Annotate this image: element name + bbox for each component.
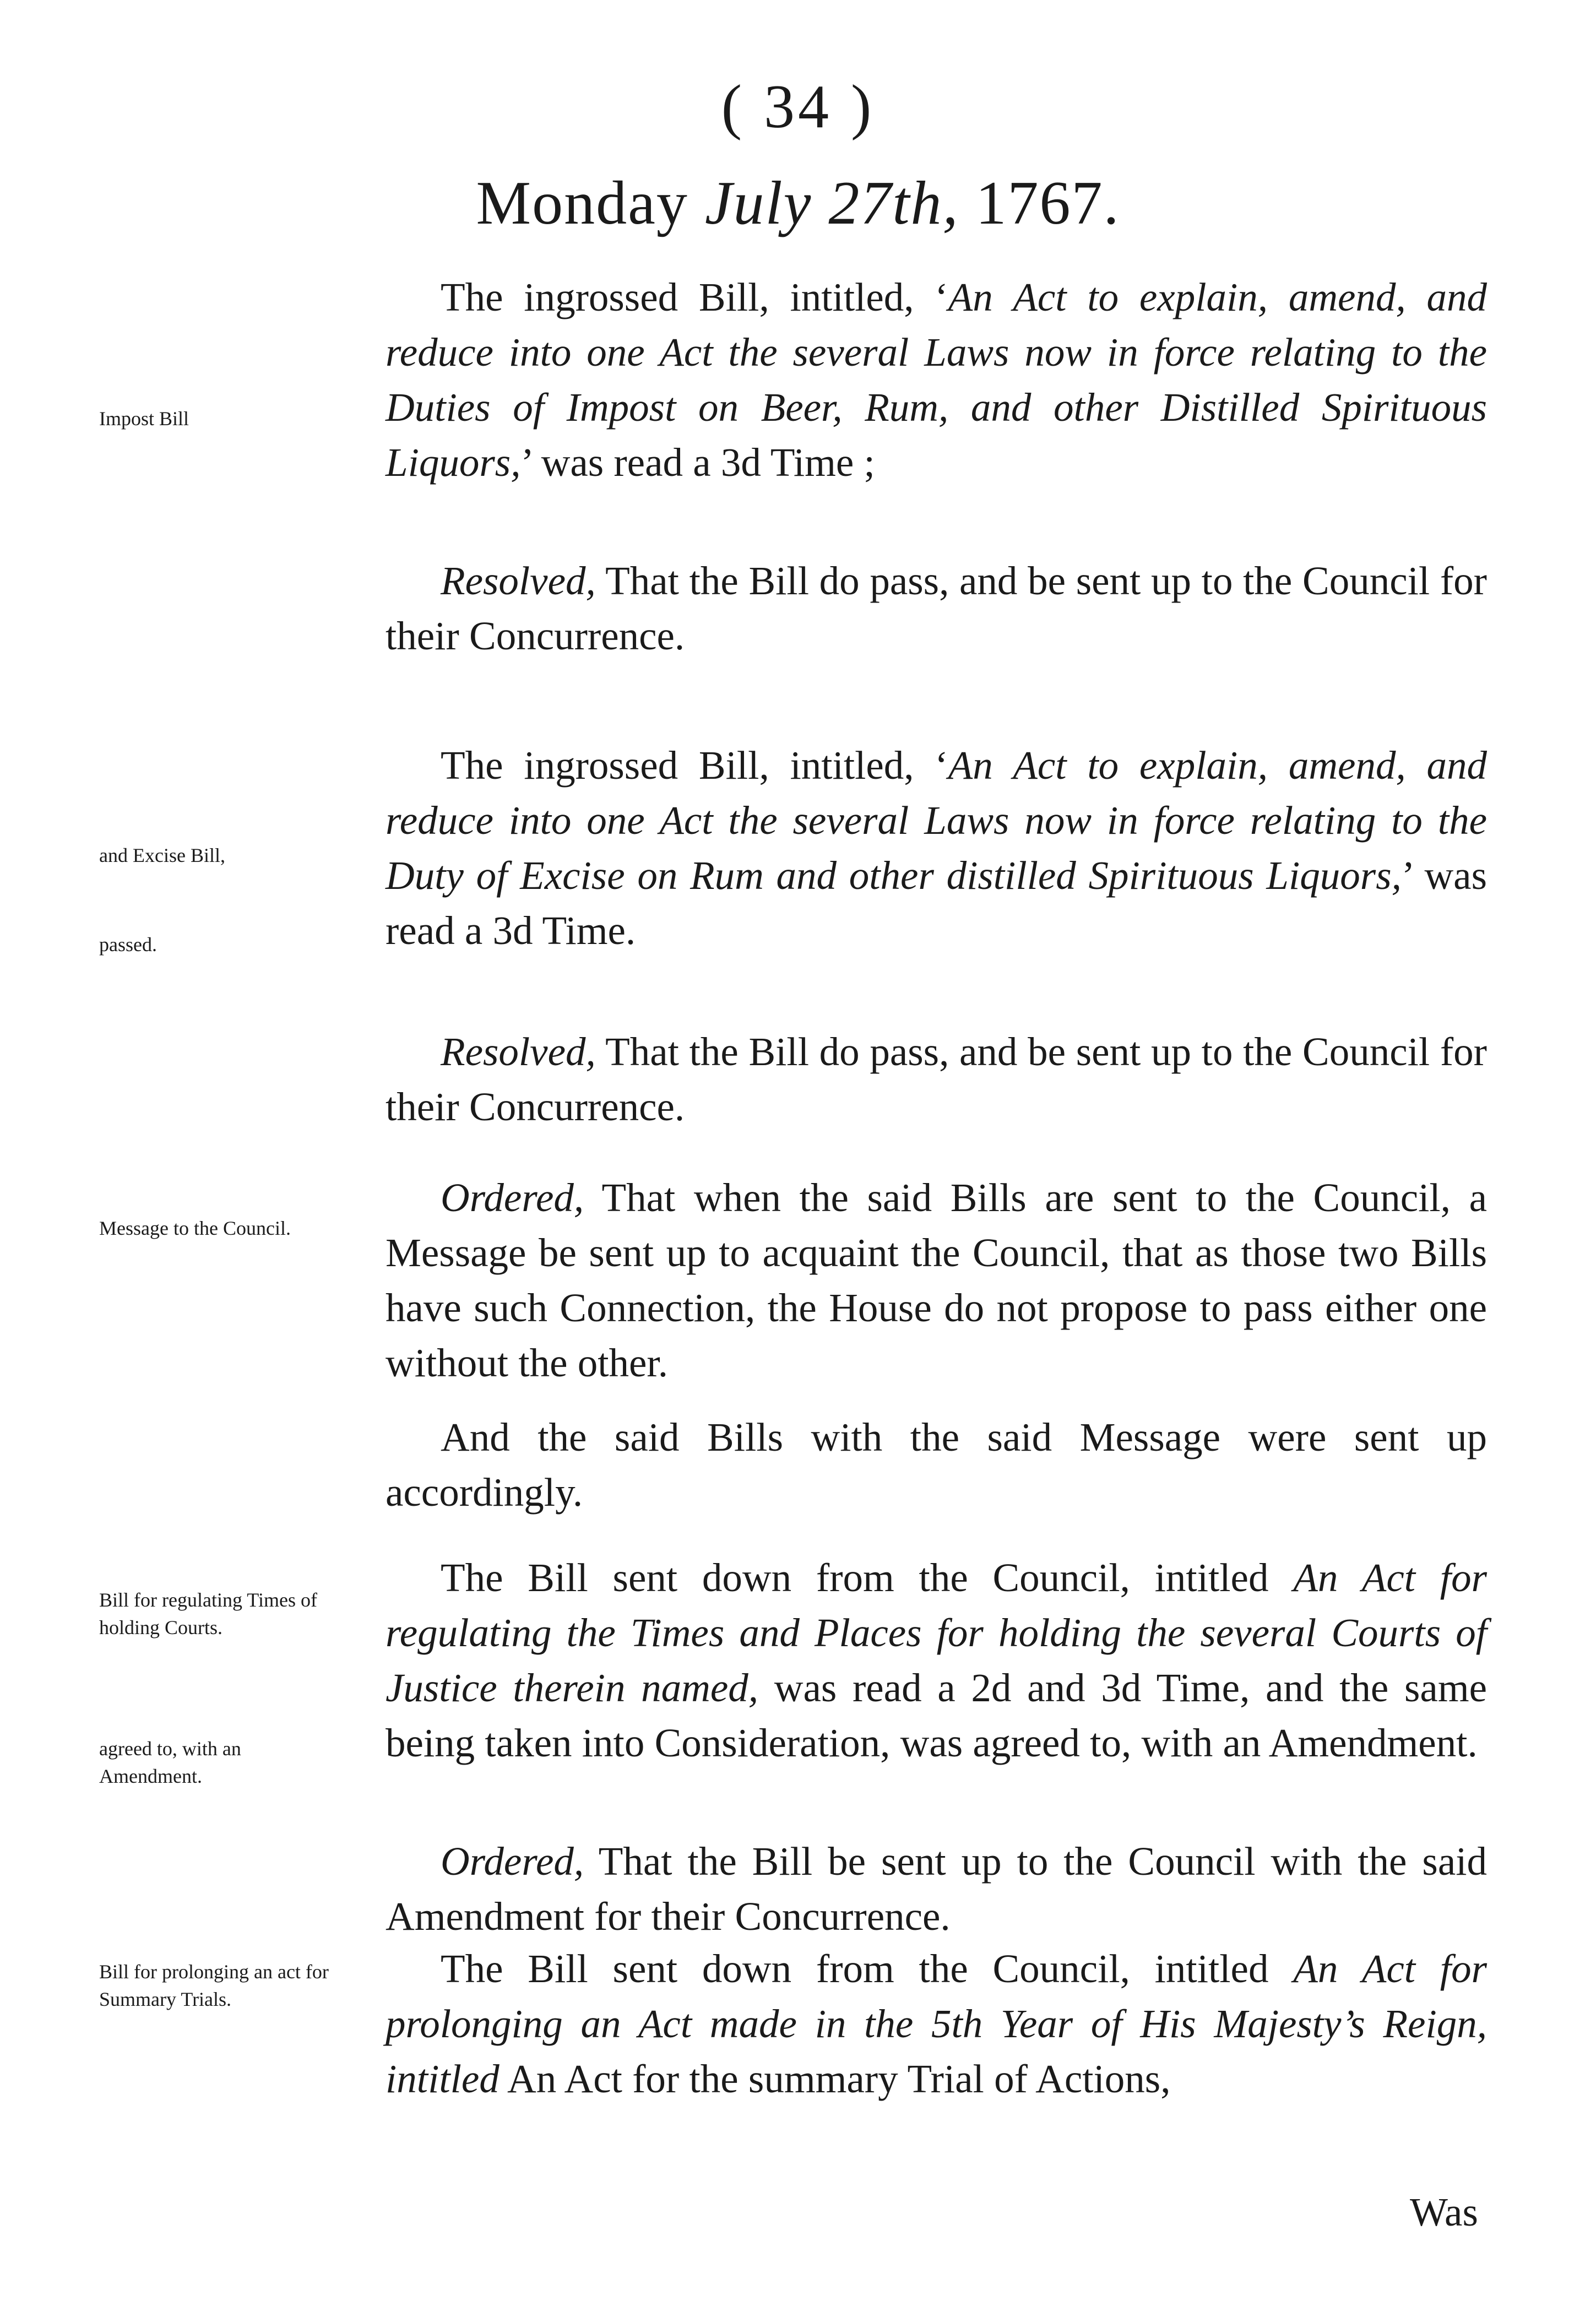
date-heading — [0, 168, 1596, 239]
text: The ingrossed Bill, intitled, ‘ — [441, 275, 948, 319]
paragraph-sent-accordingly — [386, 1410, 1487, 1520]
ordered-label: Ordered, — [441, 1175, 584, 1220]
text: The Bill sent down from the Council, intitled — [441, 1555, 1294, 1600]
bill-title: An Act to explain, amend, and reduce into one Act the several Laws now in force relating to the Duty of Excise on Rum and other distilled Spirituous Liquors, — [386, 743, 1487, 898]
text: That when the said Bills are sent to the Council, a Message be sent up to acquaint the Council, that as those two Bills have such Connection, the House do not propose to pass either one without the other. — [386, 1175, 1487, 1385]
paragraph-excise-bill — [386, 738, 1487, 958]
margin-note-agreed: agreed to, with an Amendment. — [99, 1738, 241, 1787]
paragraph-resolved-1 — [386, 554, 1487, 664]
text: The Bill sent down from the Council, intitled — [441, 1946, 1294, 1991]
bill-title: An Act to explain, amend, and reduce into one Act the several Laws now in force relating to the Duties of Impost on Beer, Rum, and other Distilled Spirituous Liquors, — [386, 275, 1487, 485]
text: An Act for the summary Trial of Actions, — [499, 2057, 1171, 2101]
margin-note-message-council: Message to the Council. — [99, 1217, 291, 1239]
text: was read a 2d and 3d Time, and the same being taken into Consideration, was agreed to, with an Amendment. — [386, 1665, 1488, 1765]
margin-note-impost-bill: Impost Bill — [99, 408, 189, 430]
text: ’ was read a 3d Time. — [386, 853, 1487, 953]
paragraph-ordered-amendment — [386, 1834, 1487, 1944]
text: That the Bill do pass, and be sent up to the Council for their Concurrence. — [386, 1029, 1487, 1129]
margin-note-excise-bill: and Excise Bill, — [99, 844, 225, 866]
margin-note-bill-prolonging: Bill for prolonging an act for Summary Trials. — [99, 1961, 329, 2010]
text: The ingrossed Bill, intitled, ‘ — [441, 743, 948, 788]
margin-note-bill-regulating: Bill for regulating Times of holding Courts. — [99, 1589, 317, 1638]
bill-title: An Act for regulating the Times and Places for holding the several Courts of Justice therein named, — [386, 1555, 1487, 1710]
page-number: ( 34 ) — [721, 73, 875, 141]
text: ’ was read a 3d Time ; — [520, 440, 875, 485]
paragraph-impost-bill — [386, 270, 1487, 490]
date-month-day: July 27th, — [704, 169, 959, 237]
ordered-label: Ordered, — [441, 1839, 584, 1884]
paragraph-ordered-message — [386, 1170, 1487, 1391]
paragraph-prolonging-bill — [386, 1941, 1487, 2107]
catchword: Was — [1410, 2190, 1478, 2234]
text: And the said Bills with the said Message were sent up accordingly. — [386, 1415, 1487, 1515]
margin-note-passed: passed. — [99, 934, 157, 956]
resolved-label: Resolved, — [441, 1029, 596, 1074]
date-year: 1767. — [975, 169, 1120, 237]
resolved-label: Resolved, — [441, 558, 596, 603]
text: That the Bill do pass, and be sent up to the Council for their Concurrence. — [386, 558, 1487, 658]
text: That the Bill be sent up to the Council with the said Amendment for their Concurrence. — [386, 1839, 1487, 1939]
bill-title: An Act for prolonging an Act made in the 5th Year of His Majesty’s Reign, intitled — [386, 1946, 1487, 2101]
paragraph-resolved-2 — [386, 1024, 1487, 1135]
date-day: Monday — [476, 169, 688, 237]
paragraph-courts-bill — [386, 1550, 1487, 1771]
